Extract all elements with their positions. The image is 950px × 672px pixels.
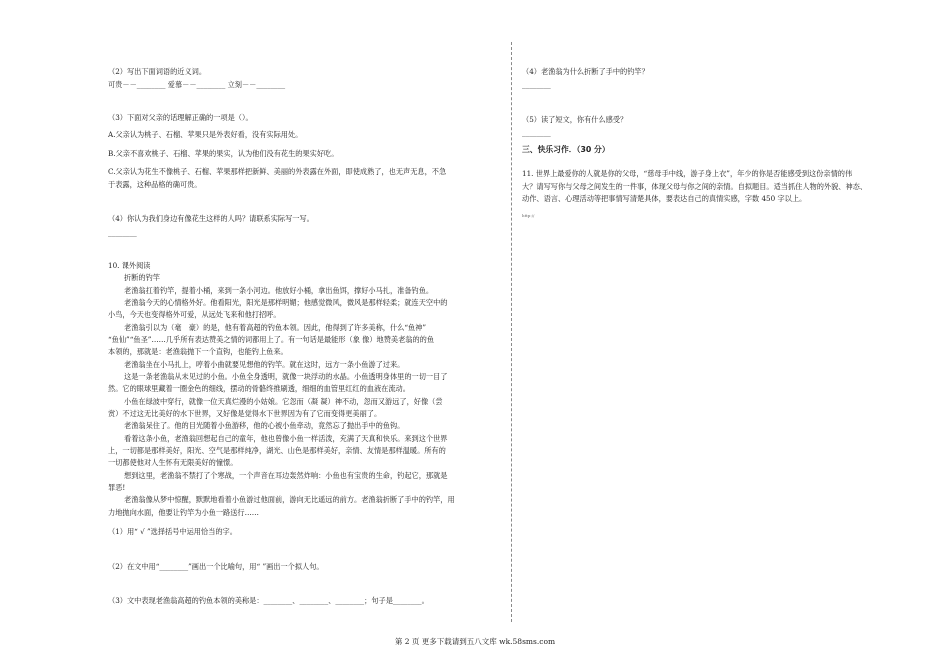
tiny-note: http:// [522, 213, 535, 218]
sub-question-4: （4）老渔翁为什么折断了手中的钓竿？ [522, 67, 649, 76]
q4-answer-blank: ________ [108, 228, 137, 237]
story-para-9b: 罪恶! [108, 483, 126, 492]
q3-option-c-line1: C.父亲认为花生不像桃子、石榴、苹果那样把新鲜、美丽的外表露在外面，即使成熟了，也无声无息，不急 [108, 167, 447, 176]
story-para-10b: 力地抛向水面，他要让钓竿为小鱼一路送行…… [108, 508, 259, 517]
q3-option-a: A.父亲认为桃子、石榴、苹果只是外表好看，没有实际用处。 [108, 130, 303, 139]
sub-question-2: （2）在文中用“________”画出一个比喻句，用“ ”画出一个拟人句。 [108, 562, 324, 571]
story-para-9a: 想到这里，老渔翁不禁打了个寒战，一个声音在耳边轰然炸响：小鱼也有宝贵的生命，钓起它，那就是 [124, 471, 448, 480]
story-para-8a: 看着这条小鱼，老渔翁回想起自己的童年，他也曾像小鱼一样活泼，充满了天真和快乐。来到这个世界 [124, 434, 448, 443]
sub-question-5: （5）读了短文，你有什么感受？ [522, 115, 628, 124]
sub-question-3: （3）文中表现老渔翁高超的钓鱼本领的美称是：________、________、________；句子是________。 [108, 596, 429, 605]
q2-title: （2）写出下面词语的近义词。 [108, 67, 207, 76]
story-title: 折断的钓竿 [124, 273, 160, 282]
q11-line-3: 动作、语言、心理活动等把事情写清楚具体，要表达自己的真情实感，字数 450 字以上。 [522, 194, 807, 203]
story-para-3b: “鱼仙”“鱼圣”……几乎所有表达赞美之情的词都用上了。有一句话是最能形（象 像）地赞美老翁的的鱼 [108, 335, 435, 344]
story-para-3a: 老渔翁引以为（毫 豪）的是，他有着高超的钓鱼本领。因此，他得到了许多美称，什么“鱼神” [124, 323, 427, 332]
q4-title: （4）你认为我们身边有像花生这样的人吗？请联系实际写一写。 [108, 214, 314, 223]
page-footer: 第 2 页 更多下载请到五八文库 wk.58sms.com [394, 637, 556, 646]
sub-question-5-blank: ________ [522, 128, 551, 137]
q11-line-2: 大？请写写你与父母之间发生的一件事，体现父母与你之间的亲情。自拟题目。适当抓住人物的外貌、神态、 [522, 182, 868, 191]
story-para-4: 老渔翁坐在小马扎上，哼着小曲就要见想他的钓竿。就在这时，远方一条小鱼游了过来。 [124, 360, 405, 369]
section-3-heading: 三、快乐习作．（30 分） [522, 145, 610, 154]
story-para-2b: 小鸟，今天也变得格外可爱，从远处飞来和他打招呼。 [108, 310, 281, 319]
q10-title: 10. 课外阅读 [108, 261, 151, 270]
story-para-1: 老渔翁扛着钓竿，提着小桶，来到一条小河边。他放好小桶，拿出鱼饵，撑好小马扎，准备钓鱼。 [124, 286, 434, 295]
story-para-10a: 老渔翁像从梦中惊醒，默默地看着小鱼游过他面前，游向无比遥远的前方。老渔翁折断了手中的钓竿，用 [124, 495, 455, 504]
q11-line-1: 11. 世界上最爱你的人就是你的父母，“慈母手中线，游子身上衣”，年少的你是否能感受到这份亲情的伟 [522, 169, 853, 178]
story-para-6b: 赏）不过这无比美好的水下世界，又好像是觉得水下世界因为有了它而变得更美丽了。 [108, 409, 382, 418]
q2-synonym-line: 可贵－－________ 爱慕－－________ 立刻－－________ [108, 80, 286, 89]
story-para-8c: 一切都使他对人生怀有无限美好的憧憬。 [108, 458, 238, 467]
sub-question-1: （1）用“ √ ”选择括号中运用恰当的字。 [108, 527, 237, 536]
story-para-8b: 上，一切都是那样美好，阳光、空气是那样纯净，湖光、山色是那样美好，亲情、友情是那样温暖。所有的 [108, 446, 446, 455]
sub-question-4-blank: ________ [522, 80, 551, 89]
story-para-2a: 老渔翁今天的心情格外好。他看阳光，阳光是那样明媚；他感觉微风，微风是那样轻柔；就连天空中的 [124, 298, 448, 307]
story-para-3c: 本领的，那就是：老渔翁抛下一个直钩，也能钓上鱼来。 [108, 347, 288, 356]
column-divider [511, 42, 512, 622]
q3-title: （3）下面对父亲的话理解正确的一项是（）。 [108, 113, 253, 122]
story-para-6a: 小鱼在绿波中穿行，就像一位天真烂漫的小姑娘。它忽而（凝 凝）神不动，忽而又游远了，好像（尝 [124, 397, 443, 406]
q3-option-b: B.父亲不喜欢桃子、石榴、苹果的果实，认为他们没有花生的果实好吃。 [108, 149, 339, 158]
story-para-5b: 然。它的眼球里藏着一圈金色的细线，摆动的骨骼终推刷透，细细的血管里红红的血液在流动。 [108, 384, 410, 393]
q3-option-c-line2: 于表露，这种品格的确可贵。 [108, 180, 202, 189]
story-para-5a: 这是一条老渔翁从未见过的小鱼。小鱼全身透明，就像一块浮动的水晶。小鱼透明身体里的一切一目了 [124, 372, 448, 381]
story-para-7: 老渔翁呆住了。他的目光随着小鱼游移，他的心被小鱼牵动，竟然忘了抛出手中的鱼钩。 [124, 421, 405, 430]
